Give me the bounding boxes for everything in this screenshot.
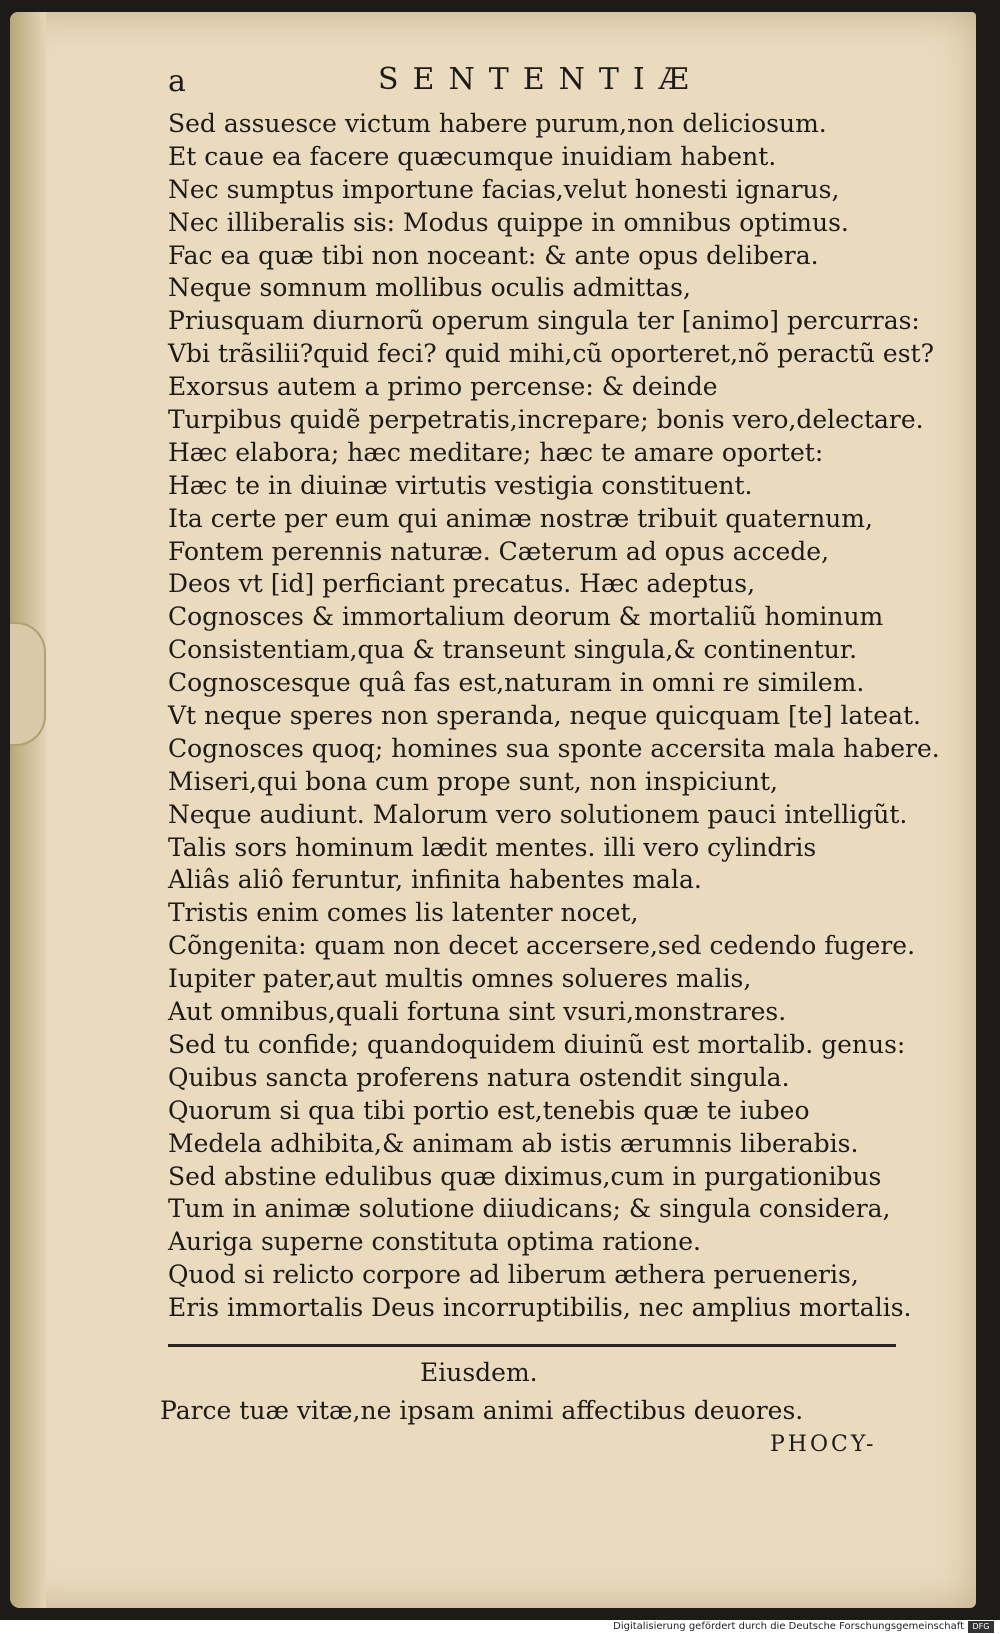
footer-credit: Digitalisierung gefördert durch die Deutsche Forschungsgemeinschaft [613,1621,964,1632]
horizontal-rule [168,1344,896,1347]
dfg-logo: DFG [968,1621,994,1633]
verse-line: Iupiter pater,aut multis omnes solueres malis, [168,964,752,994]
verse-line: Ita certe per eum qui animæ nostræ tribuit quaternum, [168,503,873,533]
verse-line: Sed tu confide; quandoquidem diuinũ est mortalib. genus: [168,1029,906,1059]
verse-line: Eris immortalis Deus incorruptibilis, nec amplius mortalis. [168,1293,912,1323]
verse-line: Hæc te in diuinæ virtutis vestigia constituent. [168,470,753,500]
verse-text-block [168,108,940,1325]
verse-line: Priusquam diurnorũ operum singula ter [animo] percurras: [168,306,920,336]
verse-line: Sed assuesce victum habere purum,non deliciosum. [168,109,827,138]
binding-clasp [10,622,46,746]
verse-line: Quod si relicto corpore ad liberum æthera perueneris, [168,1260,859,1290]
verse-line: Tristis enim comes lis latenter nocet, [168,898,639,928]
verse-line: Hæc elabora; hæc meditare; hæc te amare oportet: [168,437,824,467]
section-verse-line: Parce tuæ vitæ,ne ipsam animi affectibus deuores. [160,1396,804,1425]
verse-line: Deos vt [id] perficiant precatus. Hæc adeptus, [168,569,756,599]
verse-line: Et caue ea facere quæcumque inuidiam habent. [168,141,777,171]
verse-line: Quibus sancta proferens natura ostendit singula. [168,1062,790,1092]
verse-line: Auriga superne constituta optima ratione. [168,1227,701,1257]
page-gutter [10,12,46,1608]
section-heading: Eiusdem. [420,1358,538,1387]
verse-line: Consistentiam,qua & transeunt singula,& continentur. [168,635,858,665]
verse-line: Aut omnibus,quali fortuna sint vsuri,monstrares. [168,997,787,1027]
verse-line: Cognosces & immortalium deorum & mortaliũ hominum [168,602,884,632]
verse-line: Neque audiunt. Malorum vero solutionem pauci intelligũt. [168,799,908,829]
verse-line: Cognosces quoq; homines sua sponte accersita mala habere. [168,733,940,763]
verse-line: Turpibus quidẽ perpetratis,increpare; bonis vero,delectare. [168,405,924,435]
verse-line: Nec illiberalis sis: Modus quippe in omnibus optimus. [168,207,849,237]
verse-line: Quorum si qua tibi portio est,tenebis quæ te iubeo [168,1095,810,1125]
verse-line: Talis sors hominum lædit mentes. illi vero cylindris [168,832,817,862]
verse-line: Medela adhibita,& animam ab istis ærumnis liberabis. [168,1128,859,1158]
verse-line: Fac ea quæ tibi non noceant: & ante opus delibera. [168,240,819,270]
verse-line: Tum in animæ solutione diiudicans; & singula considera, [168,1194,891,1224]
digitization-footer [0,1620,1000,1634]
page-signature-mark: a [168,64,186,99]
verse-line: Aliâs aliô feruntur, infinita habentes mala. [168,865,702,895]
verse-line: Fontem perennis naturæ. Cæterum ad opus accede, [168,536,830,566]
verse-line: Vt neque speres non speranda, neque quicquam [te] lateat. [168,701,921,731]
verse-line: Vbi trãsilii?quid feci? quid mihi,cũ oporteret,nõ peractũ est? [168,339,934,369]
running-head: SENTENTIÆ [378,62,703,97]
verse-line: Miseri,qui bona cum prope sunt, non inspiciunt, [168,766,778,796]
verse-line: Nec sumptus importune facias,velut honesti ignarus, [168,174,840,204]
verse-line: Cognoscesque quâ fas est,naturam in omni re similem. [168,668,865,698]
verse-line: Exorsus autem a primo percense: & deinde [168,372,718,402]
catchword: PHOCY- [770,1432,877,1457]
verse-line: Neque somnum mollibus oculis admittas, [168,273,691,303]
verse-line: Cõngenita: quam non decet accersere,sed cedendo fugere. [168,931,916,961]
verse-line: Sed abstine edulibus quæ diximus,cum in purgationibus [168,1161,882,1191]
